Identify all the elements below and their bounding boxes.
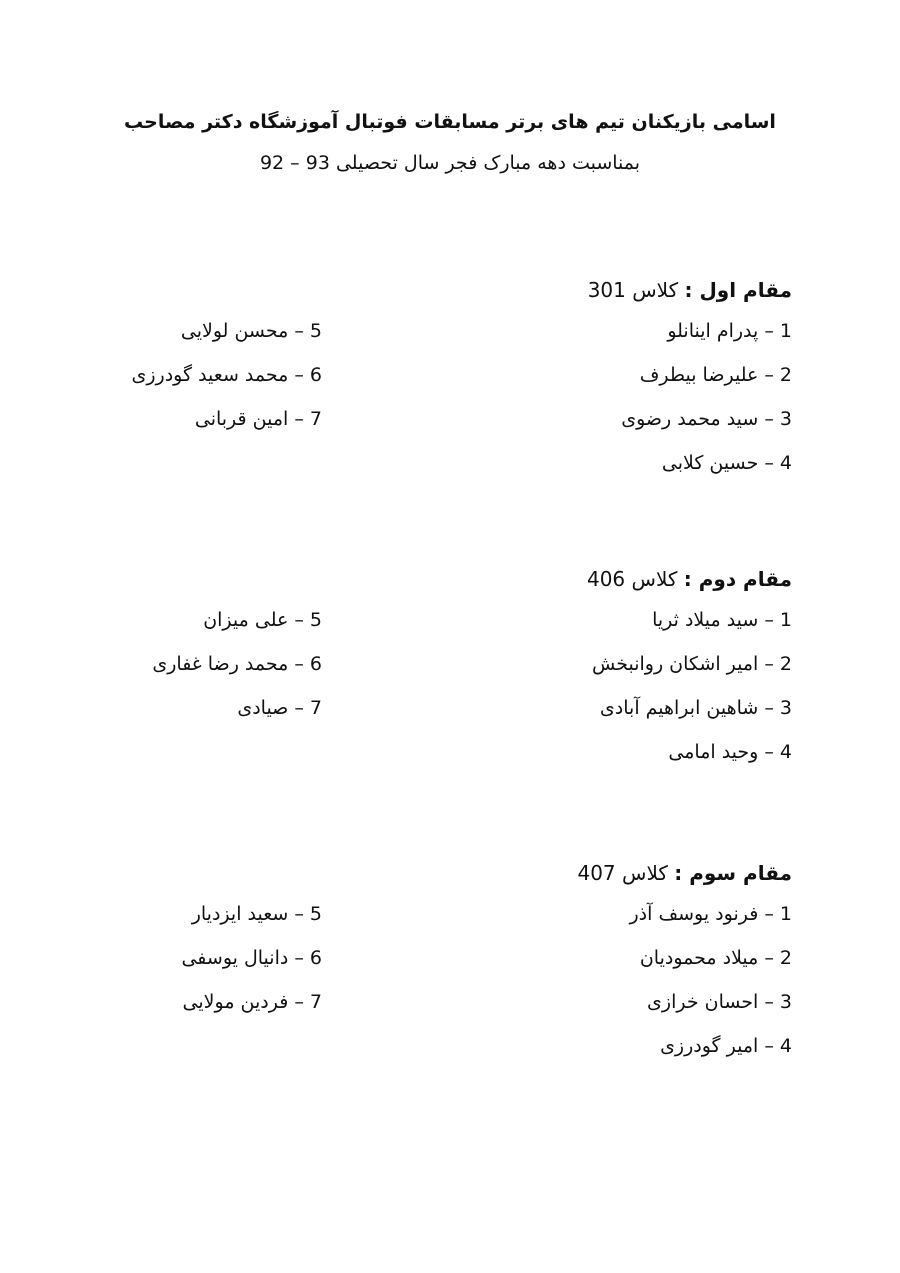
player-item: 5 – علی میزان [203, 609, 322, 631]
section-first-place [0, 276, 900, 496]
rank-label: مقام دوم : [683, 567, 792, 591]
player-item: 2 – میلاد محمودیان [639, 947, 792, 969]
player-item: 3 – احسان خرازی [647, 991, 792, 1013]
players-column-left [181, 899, 322, 1031]
class-label: کلاس 406 [586, 567, 678, 591]
player-item: 6 – محمد رضا غفاری [152, 653, 322, 675]
player-item: 5 – سعید ایزدیار [191, 903, 322, 925]
document-title: اسامی بازیکنان تیم های برتر مسابقات فوتبال آموزشگاه دکتر مصاحب [124, 111, 776, 133]
rank-label: مقام سوم : [674, 861, 792, 885]
player-item: 5 – محسن لولایی [180, 320, 322, 342]
section-heading [587, 565, 792, 593]
section-second-place [0, 565, 900, 785]
player-item: 4 – حسین کلابی [661, 452, 792, 474]
player-item: 1 – سید میلاد ثریا [652, 609, 792, 631]
players-column-right [592, 605, 792, 781]
player-item: 7 – صیادی [237, 697, 322, 719]
player-item: 6 – دانیال یوسفی [181, 947, 322, 969]
player-item: 4 – وحید امامی [668, 741, 792, 763]
players-column-right [630, 899, 793, 1075]
player-item: 2 – امیر اشکان روانبخش [592, 653, 792, 675]
players-column-left [152, 605, 322, 737]
class-label: کلاس 407 [577, 861, 668, 885]
section-heading [588, 276, 792, 304]
player-item: 4 – امیر گودرزی [660, 1035, 792, 1057]
player-item: 6 – محمد سعید گودرزی [131, 364, 322, 386]
player-item: 2 – علیرضا بیطرف [639, 364, 792, 386]
rank-label: مقام اول : [684, 278, 792, 302]
player-item: 1 – پدرام اینانلو [667, 320, 792, 342]
player-item: 1 – فرنود یوسف آذر [629, 903, 792, 925]
player-item: 7 – امین قربانی [194, 408, 322, 430]
players-column-right [621, 316, 792, 492]
document-subtitle: بمناسبت دهه مبارک فجر سال تحصیلی 93 – 92 [259, 152, 641, 174]
player-item: 3 – شاهین ابراهیم آبادی [599, 697, 792, 719]
section-third-place [0, 859, 900, 1079]
class-label: کلاس 301 [587, 278, 679, 302]
player-item: 7 – فردین مولایی [182, 991, 322, 1013]
player-item: 3 – سید محمد رضوی [621, 408, 792, 430]
players-column-left [132, 316, 323, 448]
section-heading [577, 859, 792, 887]
